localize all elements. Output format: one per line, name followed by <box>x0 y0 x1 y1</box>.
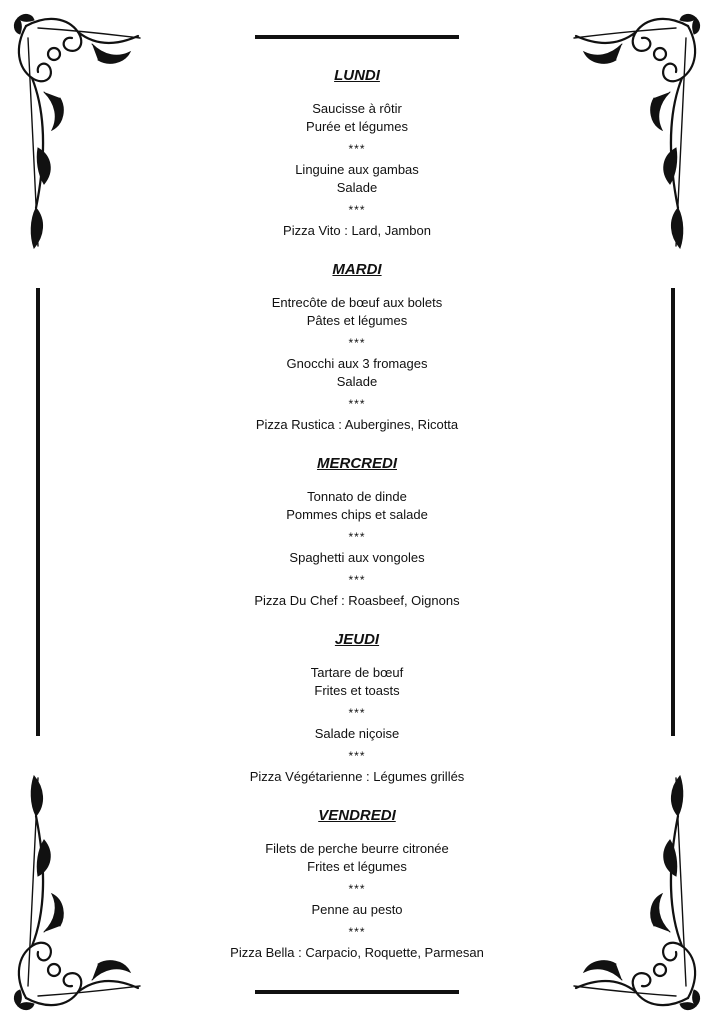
dish-line: Frites et toasts <box>314 683 400 698</box>
day-mardi <box>120 260 594 434</box>
day-jeudi <box>120 630 594 786</box>
day-title: MERCREDI <box>316 455 397 472</box>
pizza-line: Pizza Du Chef : Roasbeef, Oignons <box>254 593 460 608</box>
weekly-menu <box>120 66 594 962</box>
separator: *** <box>348 142 366 156</box>
day-title: MARDI <box>332 261 382 278</box>
bottom-divider <box>255 990 459 994</box>
dish-line: Pâtes et légumes <box>306 313 408 328</box>
dish-line: Salade <box>336 180 378 195</box>
dish-line: Salade <box>336 374 378 389</box>
day-lundi <box>120 66 594 240</box>
dish-line: Frites et légumes <box>307 859 407 874</box>
dish-line: Saucisse à rôtir <box>312 101 402 116</box>
separator: *** <box>348 925 366 939</box>
day-title: VENDREDI <box>318 807 396 824</box>
day-title: JEUDI <box>334 631 380 648</box>
day-mercredi <box>120 454 594 610</box>
dish-line: Purée et légumes <box>306 119 408 134</box>
dish-line: Salade niçoise <box>314 726 400 741</box>
separator: *** <box>348 336 366 350</box>
pizza-line: Pizza Rustica : Aubergines, Ricotta <box>255 417 459 432</box>
dish-line: Tartare de bœuf <box>310 665 404 680</box>
separator: *** <box>348 530 366 544</box>
pizza-line: Pizza Vito : Lard, Jambon <box>283 223 431 238</box>
separator: *** <box>348 573 366 587</box>
day-title: LUNDI <box>334 67 380 84</box>
separator: *** <box>348 203 366 217</box>
dish-line: Gnocchi aux 3 fromages <box>286 356 428 371</box>
top-divider <box>255 35 459 39</box>
pizza-line: Pizza Bella : Carpacio, Roquette, Parmesan <box>230 945 484 960</box>
separator: *** <box>348 706 366 720</box>
dish-line: Tonnato de dinde <box>307 489 407 504</box>
separator: *** <box>348 397 366 411</box>
dish-line: Filets de perche beurre citronée <box>265 841 449 856</box>
dish-line: Spaghetti aux vongoles <box>289 550 425 565</box>
right-border-line <box>671 288 675 736</box>
separator: *** <box>348 749 366 763</box>
left-border-line <box>36 288 40 736</box>
dish-line: Entrecôte de bœuf aux bolets <box>271 295 443 310</box>
dish-line: Pommes chips et salade <box>286 507 428 522</box>
day-vendredi <box>120 806 594 962</box>
separator: *** <box>348 882 366 896</box>
dish-line: Linguine aux gambas <box>295 162 419 177</box>
pizza-line: Pizza Végétarienne : Légumes grillés <box>249 769 465 784</box>
dish-line: Penne au pesto <box>311 902 403 917</box>
